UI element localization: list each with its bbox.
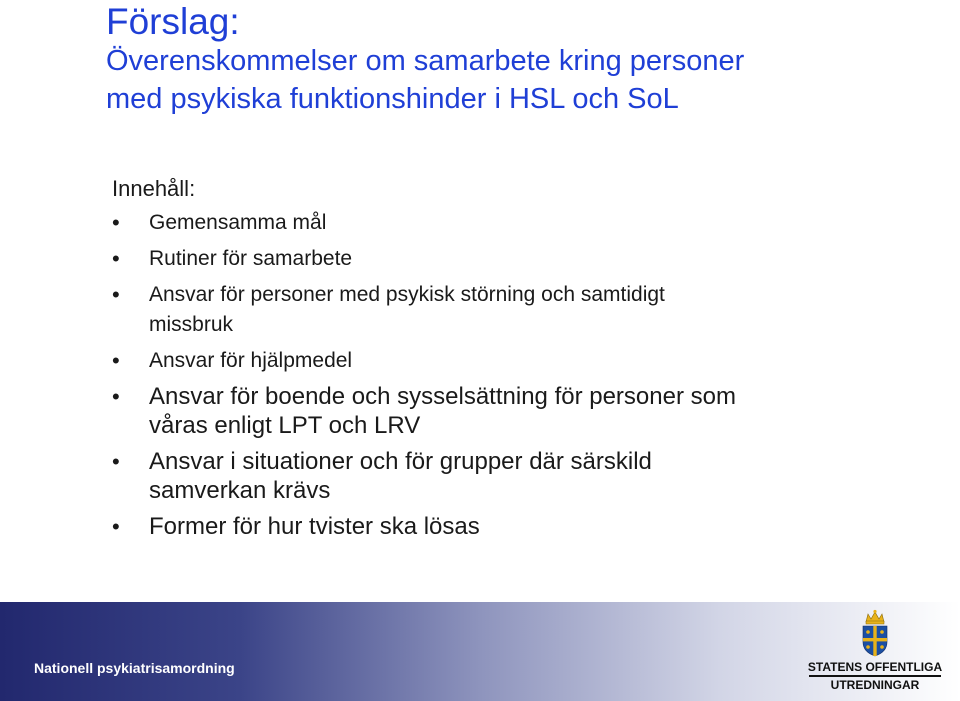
bullet-text: Ansvar för hjälpmedel: [149, 349, 353, 372]
footer-organization-name: Nationell psykiatrisamordning: [34, 660, 235, 676]
list-item: [112, 382, 912, 440]
list-item: [112, 208, 912, 238]
content-bullet-list: [112, 208, 912, 548]
bullet-text-line: Ansvar i situationer och för grupper där särskild: [149, 448, 652, 475]
bullet-icon: •: [112, 384, 120, 409]
bullet-text: Rutiner för samarbete: [149, 247, 353, 270]
slide-subtitle-line-1: Överenskommelser om samarbete kring personer: [106, 45, 745, 77]
logo-text-line-2: UTREDNINGAR: [830, 678, 920, 692]
logo-divider: [809, 675, 941, 677]
bullet-icon: •: [112, 282, 120, 307]
bullet-icon: •: [112, 246, 120, 271]
slide-subtitle-line-2: med psykiska funktionshinder i HSL och SoL: [106, 83, 679, 115]
content-heading: Innehåll:: [112, 176, 196, 201]
list-item: [112, 512, 912, 541]
bullet-text-line: samverkan krävs: [149, 477, 331, 504]
slide-title: Förslag:: [106, 1, 240, 42]
bullet-text-line: Ansvar för personer med psykisk störning och samtidigt: [149, 283, 665, 306]
list-item: [112, 447, 912, 505]
logo-text-line-1: STATENS OFFENTLIGA: [807, 660, 943, 674]
bullet-icon: •: [112, 514, 120, 539]
bullet-icon: •: [112, 348, 120, 373]
bullet-icon: •: [112, 210, 120, 235]
bullet-text-line: våras enligt LPT och LRV: [149, 412, 421, 439]
list-item: [112, 244, 912, 274]
bullet-text: Former för hur tvister ska lösas: [149, 513, 480, 540]
list-item: [112, 280, 912, 340]
sou-logo: [805, 608, 945, 696]
bullet-icon: •: [112, 449, 120, 474]
title-block: [106, 2, 946, 118]
swedish-coat-of-arms-icon: [859, 608, 891, 658]
list-item: [112, 346, 912, 376]
bullet-text-line: Ansvar för boende och sysselsättning för personer som: [149, 383, 736, 410]
bullet-text: Gemensamma mål: [149, 211, 327, 234]
bullet-text-line: missbruk: [149, 313, 234, 336]
